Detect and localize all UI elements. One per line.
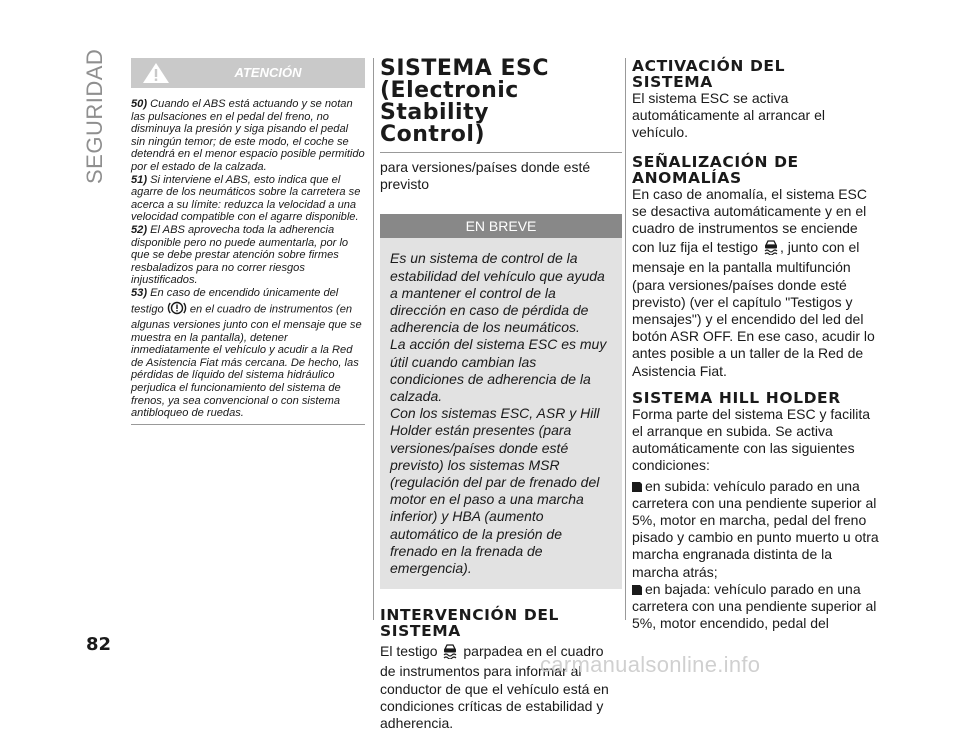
brief-header: EN BREVE <box>380 214 622 238</box>
hill-holder-title: SISTEMA HILL HOLDER <box>632 388 841 407</box>
bullet-text: en subida: vehículo parado en una carretera con una pendiente superior al 5%, motor en marcha, pedal del freno pisado y cambio en punto muerto u otra marcha engranada distinta de la marcha atrás; <box>632 477 879 580</box>
intervention-text-start: El testigo <box>380 643 438 660</box>
attention-title: ATENCIÓN <box>234 65 302 80</box>
note-number: 53) <box>131 286 148 299</box>
faults-text <box>632 186 880 380</box>
note-text-cont: en el cuadro de instrumentos (en algunas versiones junto con el mensaje que se muestra en la pantalla), detener inmediatamente el vehículo y acudir a la Red de Asistencia Fiat más cercana. De hecho, las pérdidas de líquido del sistema hidráulico perjudica el funcionamiento del sistema de frenos, ya sea convencional o con sistema antibloqueo de ruedas. <box>131 303 362 420</box>
attention-note <box>131 287 365 420</box>
faults-title <box>632 154 880 186</box>
esc-warning-icon <box>441 641 459 663</box>
bullet-icon <box>632 479 642 490</box>
esc-column <box>380 58 622 732</box>
attention-note <box>131 174 365 224</box>
note-text: Si interviene el ABS, esto indica que el agarre de los neumáticos sobre la carretera se acerca a su límite: reduzca la velocidad a una velocidad compatible con el agarre disponible. <box>131 173 361 224</box>
note-number: 51) <box>131 173 148 186</box>
column-divider-1 <box>373 58 374 620</box>
section-title-line: INTERVENCIÓN DEL <box>380 606 560 625</box>
hill-holder-bullet <box>632 581 880 633</box>
bullet-text: en bajada: vehículo parado en una carretera con una pendiente superior al 5%, motor encendido, pedal del <box>632 580 877 632</box>
attention-column <box>131 58 365 425</box>
brief-box <box>380 238 622 589</box>
title-rule <box>380 152 622 153</box>
note-text: En caso de encendido únicamente del testigo <box>131 286 339 316</box>
note-text: Cuando el ABS está actuando y se notan las pulsaciones en el pedal del freno, no disminuya la presión y siga pisando el pedal sin ningún temor; de este modo, el coche se detendrá en el menor espacio posible permitido por el estado de la calzada. <box>131 98 365 173</box>
esc-title <box>380 58 622 146</box>
esc-intro: para versiones/países donde esté previsto <box>380 159 591 193</box>
column-divider-2 <box>625 58 626 620</box>
note-number: 52) <box>131 223 148 236</box>
esc-title-line: SISTEMA ESC <box>380 56 550 81</box>
section-title-line: SISTEMA <box>632 73 713 91</box>
attention-header <box>131 58 365 88</box>
faults-text-start: En caso de anomalía, el sistema ESC se desactiva automáticamente y en el cuadro de instrumentos se enciende con luz fija el testigo <box>632 185 868 256</box>
brief-paragraph: Es un sistema de control de la estabilidad del vehículo que ayuda a mantener el control de la dirección en caso de pérdida de adherencia de los neumáticos. <box>390 250 605 336</box>
esc-title-line: (Electronic Stability <box>380 78 519 125</box>
intervention-text-end: parpadea en el cuadro de instrumentos para informar al conductor de que el vehículo está en condiciones críticas de estabilidad y adherencia. <box>380 643 609 732</box>
section-title-line: ACTIVACIÓN DEL <box>632 57 786 75</box>
hill-holder-text: Forma parte del sistema ESC y facilita el arranque en subida. Se activa automáticamente con las siguientes condiciones: <box>632 405 871 474</box>
attention-notes <box>131 88 365 425</box>
section-title: SEGURIDAD <box>82 48 107 184</box>
section-sidebar <box>82 44 114 184</box>
page-number: 82 <box>86 634 112 655</box>
activation-column <box>632 58 880 632</box>
intervention-title <box>380 607 622 639</box>
note-number: 50) <box>131 98 148 110</box>
esc-title-line: Control) <box>380 122 485 147</box>
section-title-line: SISTEMA <box>380 622 461 641</box>
attention-note <box>131 98 365 174</box>
hill-holder-bullet <box>632 478 880 581</box>
brief-paragraph: Con los sistemas ESC, ASR y Hill Holder están presentes (para versiones/países donde esté previsto) los sistemas MSR (regulación del par de frenado del motor en el paso a una marcha inferior) y HBA (aumento automático de la presión de frenado en la frenada de emergencia). <box>390 405 600 577</box>
brake-warning-icon <box>167 300 187 320</box>
note-text: El ABS aprovecha toda la adherencia disponible pero no puede aumentarla, por lo que se debe prestar atención sobre firmes resbaladizos para no correr riesgos injustificados. <box>131 223 349 287</box>
brief-paragraph: La acción del sistema ESC es muy útil cuando cambian las condiciones de adherencia de la calzada. <box>390 336 607 405</box>
faults-text-end: , junto con el mensaje en la pantalla multifunción (para versiones/países donde esté previsto) (ver el capítulo "Testigos y mensajes") y el encendido del led del botón ASR OFF. En ese caso, acudir lo antes posible a un taller de la Red de Asistencia Fiat. <box>632 239 875 379</box>
activation-title <box>632 58 880 90</box>
section-title-line: ANOMALÍAS <box>632 168 742 187</box>
esc-warning-icon <box>762 237 780 259</box>
watermark: carmanualsonline.info <box>540 652 761 677</box>
attention-note <box>131 224 365 287</box>
activation-text: El sistema ESC se activa automáticamente al arrancar el vehículo. <box>632 90 825 141</box>
section-title-line: SEÑALIZACIÓN DE <box>632 152 799 171</box>
bullet-icon <box>632 582 642 593</box>
